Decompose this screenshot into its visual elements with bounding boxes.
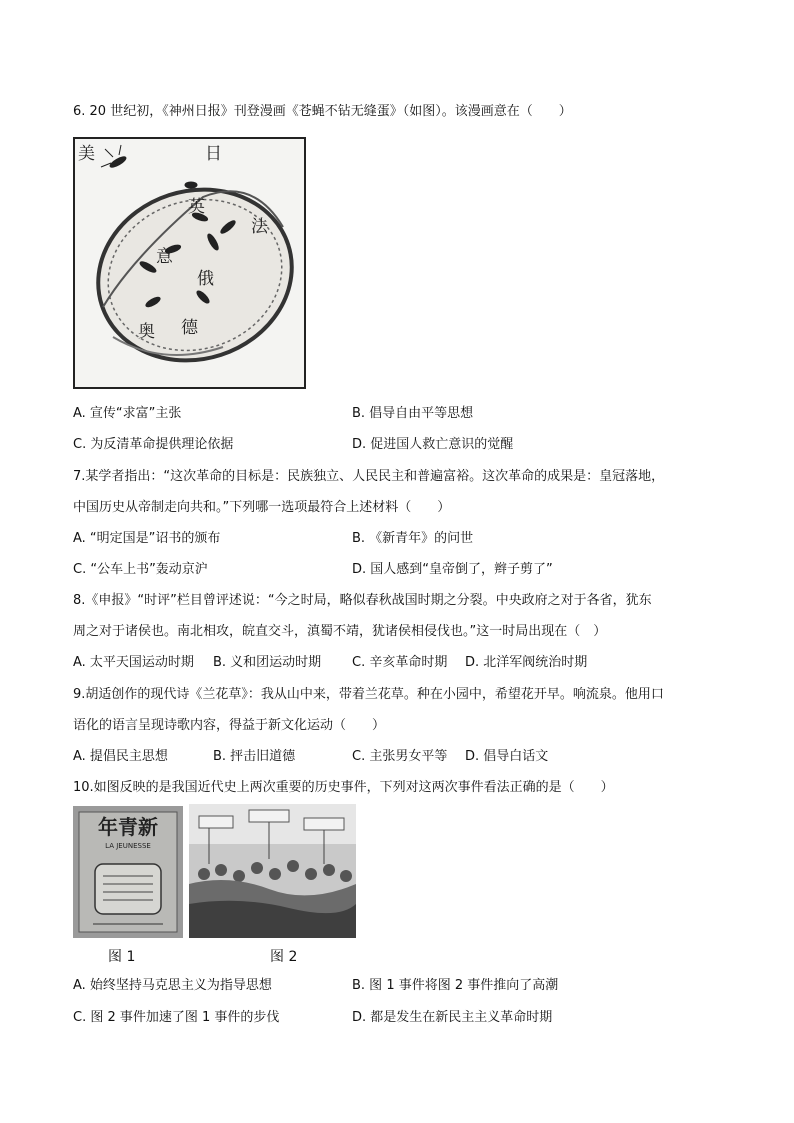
q6-option-a[interactable]: A. 宣传“求富”主张 (73, 406, 182, 421)
q7-stem-line-2: 中国历史从帝制走向共和。”下列哪一选项最符合上述材料（ ） (73, 500, 451, 515)
label-austria: 奥 (138, 322, 155, 342)
q10-option-a[interactable]: A. 始终坚持马克思主义为指导思想 (73, 978, 272, 993)
q8-option-c[interactable]: C. 辛亥革命时期 (352, 655, 448, 670)
q10-figure-2 (189, 804, 356, 938)
q8-option-d[interactable]: D. 北洋军阀统治时期 (465, 655, 588, 670)
q6-cartoon-figure (73, 137, 306, 389)
label-japan: 日 (205, 144, 222, 164)
q10-option-b[interactable]: B. 图 1 事件将图 2 事件推向了高潮 (352, 978, 559, 993)
la-jeunesse-subtitle: LA JEUNESSE (105, 842, 151, 850)
q10-stem: 10.如图反映的是我国近代史上两次重要的历史事件，下列对这两次事件看法正确的是（ ） (73, 780, 614, 795)
q10-option-c[interactable]: C. 图 2 事件加速了图 1 事件的步伐 (73, 1010, 280, 1025)
q7-option-b[interactable]: B. 《新青年》的问世 (352, 531, 474, 546)
label-italy: 意 (156, 247, 173, 267)
q9-stem-line-1: 9.胡适创作的现代诗《兰花草》：我从山中来，带着兰花草。种在小园中，希望花开早。响流泉。他用口 (73, 687, 664, 702)
q8-option-a[interactable]: A. 太平天国运动时期 (73, 655, 194, 670)
label-germany: 德 (181, 318, 198, 338)
q8-stem-line-2: 周之对于诸侯也。南北相攻，皖直交斗，滇蜀不靖，犹诸侯相侵伐也。”这一时局出现在（ ） (73, 624, 607, 639)
q6-option-d[interactable]: D. 促进国人救亡意识的觉醒 (352, 437, 514, 452)
q6-option-b[interactable]: B. 倡导自由平等思想 (352, 406, 474, 421)
q9-option-a[interactable]: A. 提倡民主思想 (73, 749, 168, 764)
q6-option-c[interactable]: C. 为反清革命提供理论依据 (73, 437, 234, 452)
q7-option-a[interactable]: A. “明定国是”诏书的颁布 (73, 531, 221, 546)
figure-1-caption: 图 1 (108, 949, 136, 965)
egg-flies-cartoon (73, 137, 306, 389)
label-russia: 俄 (197, 269, 214, 289)
q8-stem-line-1: 8.《申报》“时评”栏目曾评述说：“今之时局，略似春秋战国时期之分裂。中央政府之对于各省，犹东 (73, 593, 652, 608)
q10-figure-1 (73, 806, 183, 938)
q9-option-d[interactable]: D. 倡导白话文 (465, 749, 549, 764)
q7-stem-line-1: 7.某学者指出：“这次革命的目标是：民族独立、人民民主和普遍富裕。这次革命的成果是：皇冠落地， (73, 469, 665, 484)
q6-stem: 6. 20 世纪初，《神州日报》刊登漫画《苍蝇不钻无缝蛋》（如图）。该漫画意在（ ） (73, 104, 572, 119)
la-jeunesse-title: 年青新 (98, 815, 158, 839)
label-france: 法 (251, 217, 268, 237)
figure-2-caption: 图 2 (270, 949, 298, 965)
q7-option-d[interactable]: D. 国人感到“皇帝倒了，辫子剪了” (352, 562, 553, 577)
q9-option-b[interactable]: B. 抨击旧道德 (213, 749, 296, 764)
label-us: 美 (78, 144, 95, 164)
q8-option-b[interactable]: B. 义和团运动时期 (213, 655, 322, 670)
q9-option-c[interactable]: C. 主张男女平等 (352, 749, 448, 764)
q10-option-d[interactable]: D. 都是发生在新民主主义革命时期 (352, 1010, 553, 1025)
label-uk: 英 (188, 197, 205, 217)
q9-stem-line-2: 语化的语言呈现诗歌内容，得益于新文化运动（ ） (73, 718, 386, 733)
q7-option-c[interactable]: C. “公车上书”轰动京沪 (73, 562, 208, 577)
